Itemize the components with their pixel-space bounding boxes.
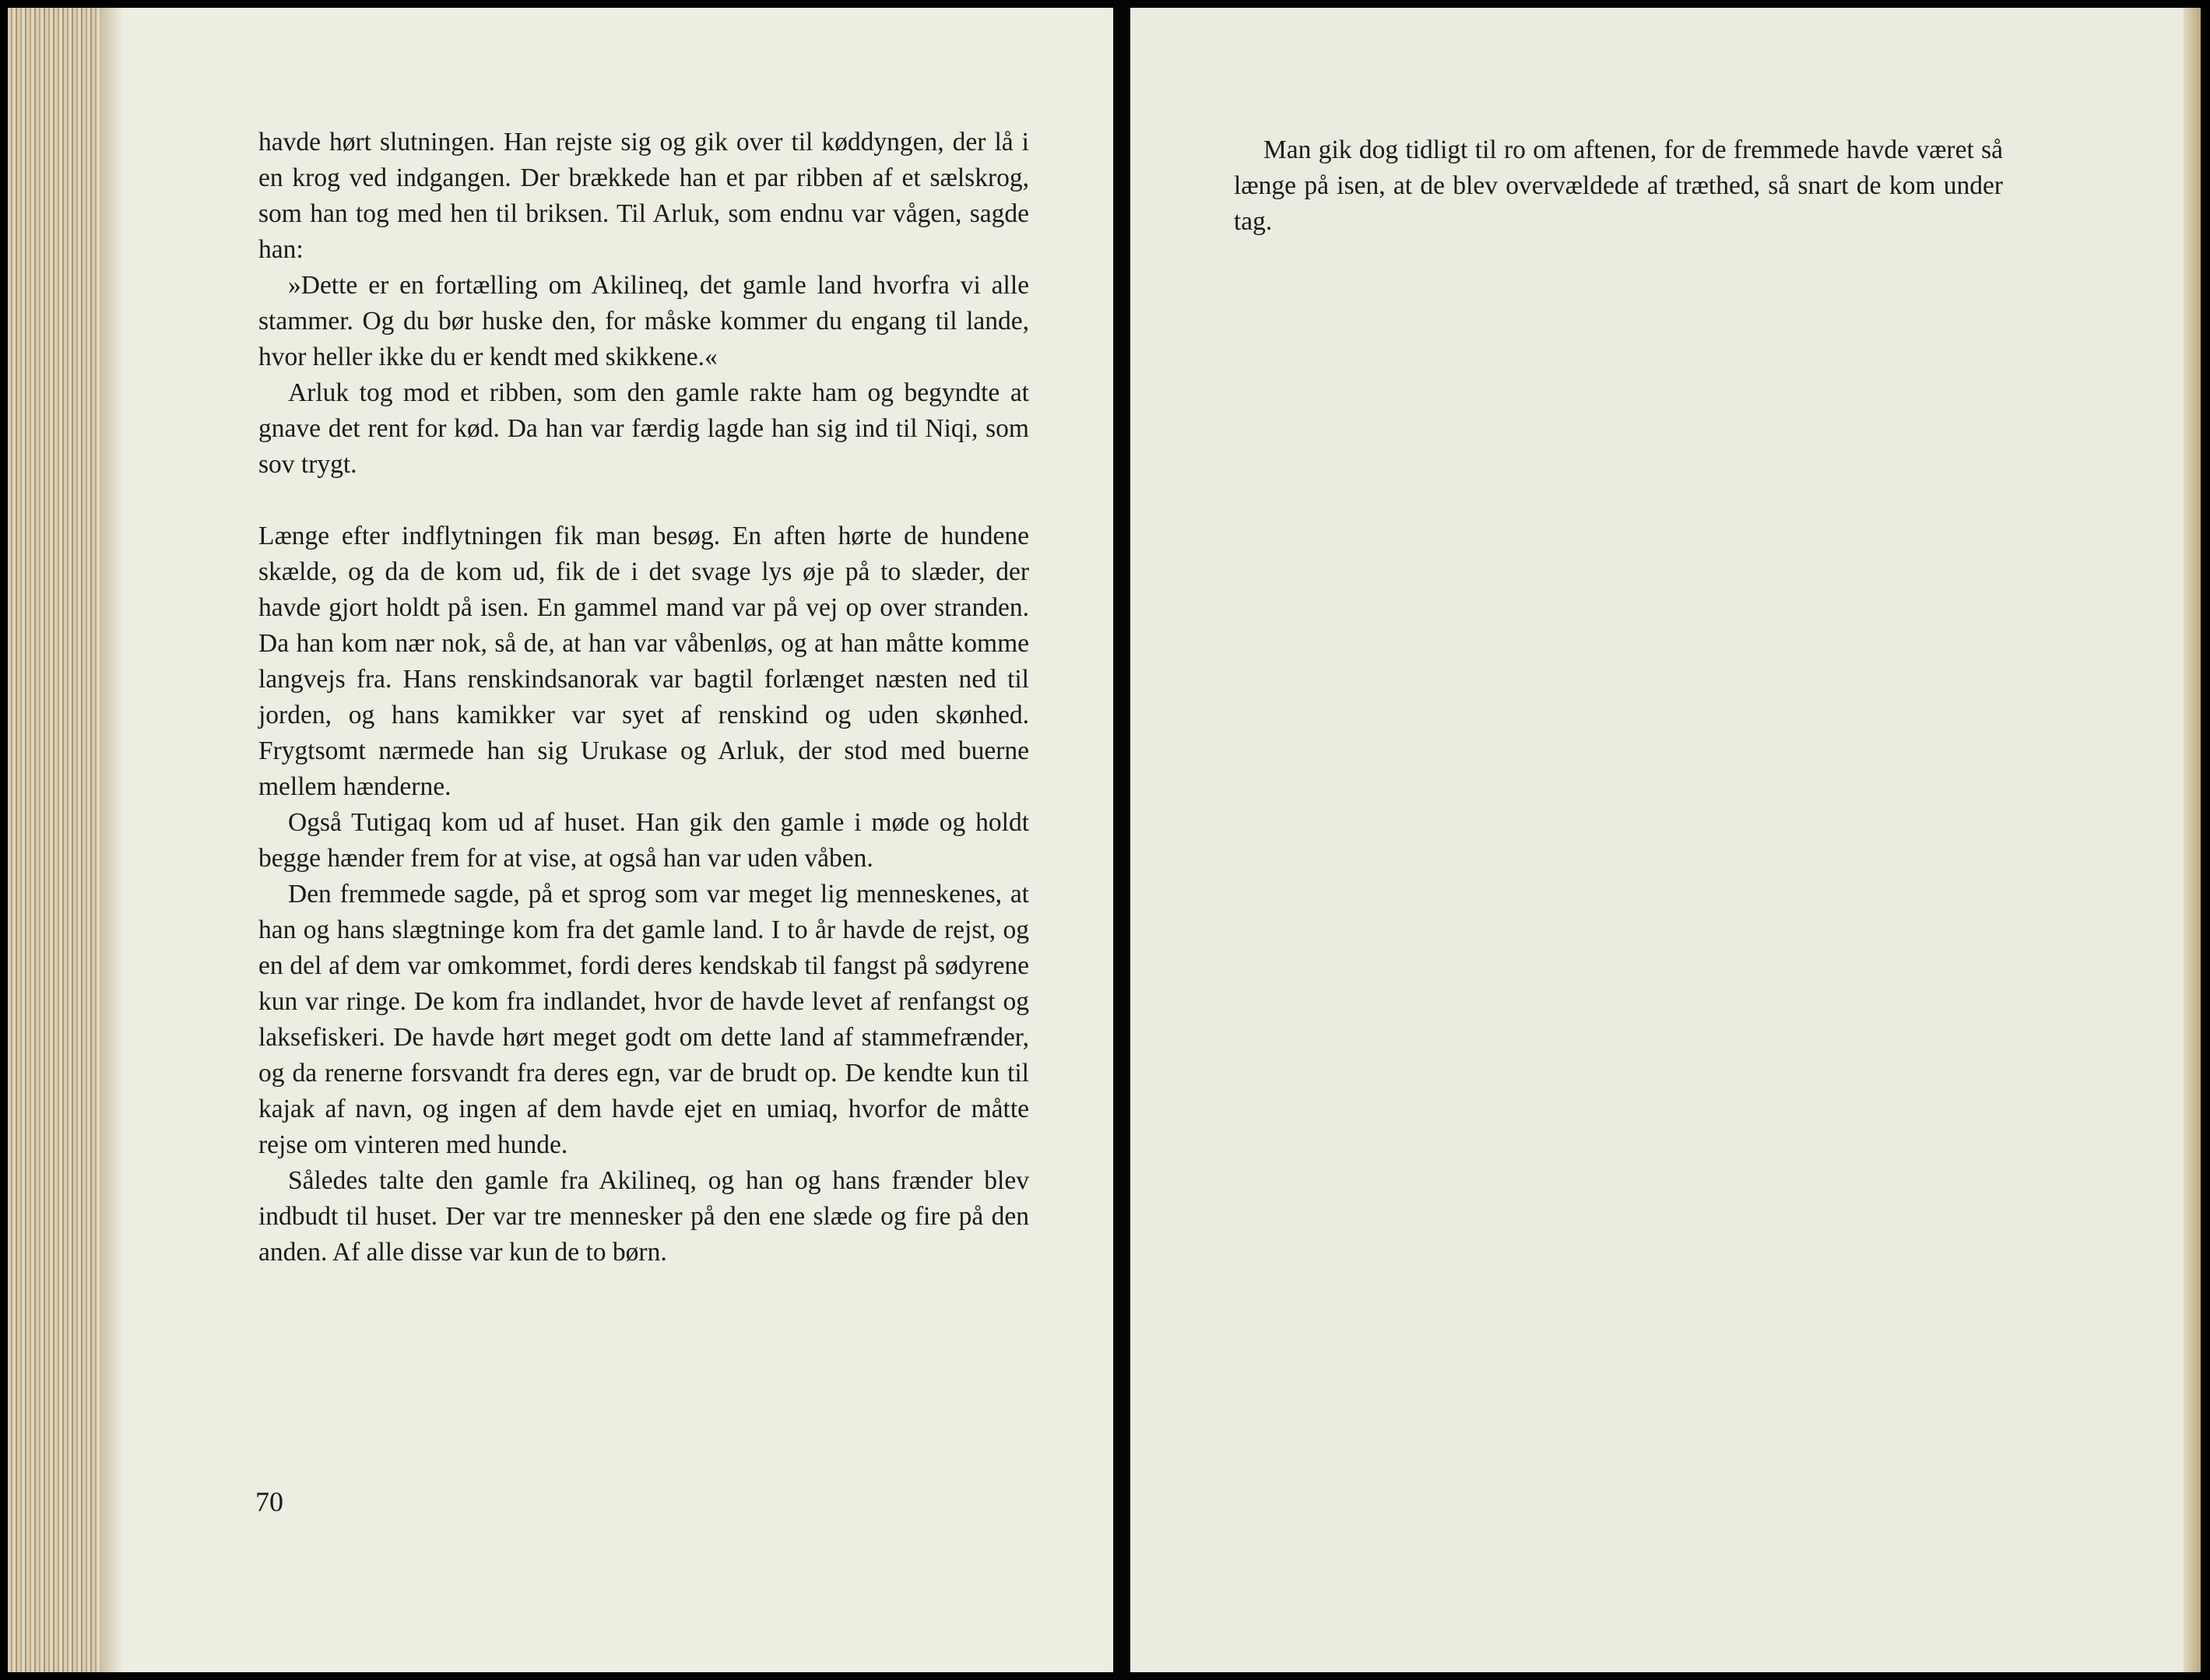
paragraph: Den fremmede sagde, på et sprog som var meget lig menneskenes, at han og hans slægtninge kom fra det gamle land. I to år havde de rejst, og en del af dem var omkommet, fordi deres kendskab til fangst på sødyrene kun var ringe. De kom fra indlandet, hvor de havde levet af renfangst og laksefiskeri. De havde hørt meget godt om dette land af stammefrænder, og da renerne forsvandt fra deres egn, var de brudt op. De kendte kun til kajak af navn, og ingen af dem havde ejet en umiaq, hvorfor de måtte rejse om vinteren med hunde.	[258, 880, 1029, 1159]
paragraph: Også Tutigaq kom ud af huset. Han gik den gamle i møde og holdt begge hænder frem for at vise, at også han var uden våben.	[258, 808, 1029, 873]
right-page-edge	[2184, 8, 2201, 1672]
left-page-text	[258, 125, 1029, 1271]
right-page	[1130, 8, 2201, 1672]
paragraph: »Dette er en fortælling om Akilineq, det gamle land hvorfra vi alle stammer. Og du bør huske den, for måske kommer du engang til lande, hvor heller ikke du er kendt med skikkene.«	[258, 271, 1029, 371]
page-edge-shadow	[100, 8, 123, 1672]
paragraph: Man gik dog tidligt til ro om aftenen, for de fremmede havde været så længe på isen, at de blev overvældede af træthed, så snart de kom under tag.	[1234, 135, 2003, 236]
right-page-text	[1234, 132, 2003, 240]
paragraph: Arluk tog mod et ribben, som den gamle rakte ham og begyndte at gnave det rent for kød. Da han var færdig lagde han sig ind til Niqi, som sov trygt.	[258, 378, 1029, 479]
paragraph: Længe efter indflytningen fik man besøg. En aften hørte de hundene skælde, og da de kom ud, fik de i det svage lys øje på to slæder, der havde gjort holdt på isen. En gammel mand var på vej op over stranden. Da han kom nær nok, så de, at han var våbenløs, og at han måtte komme langvejs fra. Hans renskindsanorak var bagtil forlænget næsten ned til jorden, og hans kamikker var syet af renskind og uden skønhed. Frygtsomt nærmede han sig Urukase og Arluk, der stod med buerne mellem hænderne.	[258, 522, 1029, 801]
page-edges	[8, 8, 100, 1672]
paragraph: havde hørt slutningen. Han rejste sig og gik over til køddyngen, der lå i en krog ved indgangen. Der brækkede han et par ribben af et sælskrog, som han tog med hen til briksen. Til Arluk, som endnu var vågen, sagde han:	[258, 128, 1029, 264]
book-gutter	[1113, 0, 1130, 1680]
page-number: 70	[255, 1486, 283, 1517]
paragraph: Således talte den gamle fra Akilineq, og han og hans frænder blev indbudt til huset. Der var tre mennesker på den ene slæde og fire på den anden. Af alle disse var kun de to børn.	[258, 1166, 1029, 1267]
